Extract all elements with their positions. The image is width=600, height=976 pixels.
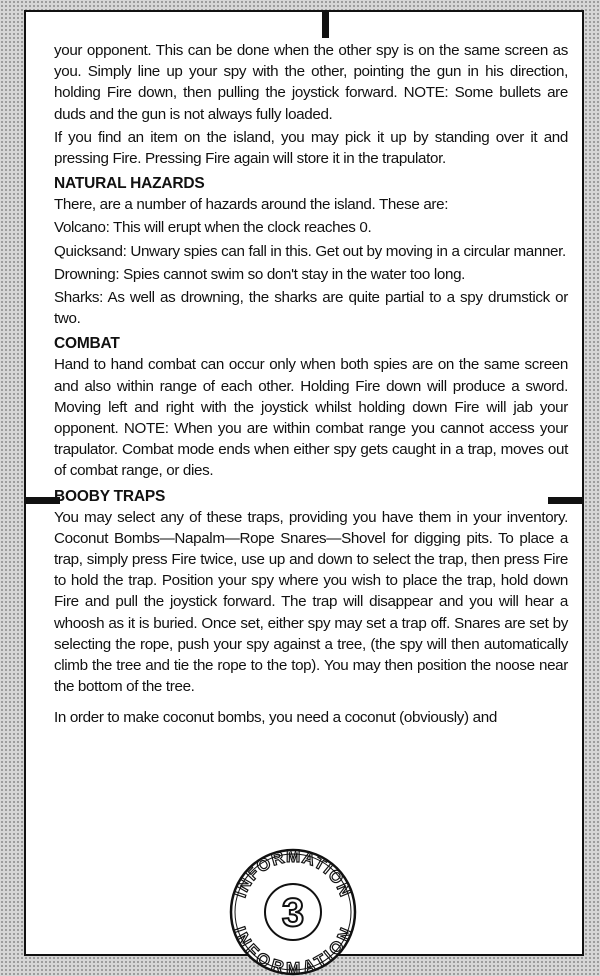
manual-page: [24, 10, 584, 956]
registration-mark-top: [322, 12, 329, 38]
coconut-bombs-text: In order to make coconut bombs, you need a coconut (obviously) and: [54, 709, 497, 727]
booby-traps-text: You may select any of these traps, providing you have them in your inventory. Coconut Bombs—Napalm—Rope Snares—Shovel for digging pits. To place a trap, simply press Fire twice, use up and down to select the trap, then press Fire to hold the trap. Position your spy where you wish to place the trap, hold down Fire and pull the joystick forward. The trap will disappear and you will hear a whoosh as it is buried. Once set, either spy may set a trap off. Snares are set by selecting the rope, push your spy against a tree, (the spy will then automatically climb the tree and tie the rope to the top). You may then position the noose near the bottom of the tree.: [54, 508, 568, 696]
hazard-drowning: Drowning: Spies cannot swim so don't stay in the water too long.: [54, 265, 466, 283]
page-content: [54, 40, 568, 731]
intro-paragraph-gun: your opponent. This can be done when the other spy is on the same screen as you. Simply line up your spy with the other, pointing the gun in his direction, holding Fire down, then pulling the joystick forward. NOTE: Some bullets are duds and the gun is not always fully loaded.: [54, 42, 568, 123]
intro-paragraph-items: If you find an item on the island, you may pick it up by standing over it and pressing Fire. Pressing Fire again will store it in the trapulator.: [54, 128, 568, 168]
hazard-quicksand: Quicksand: Unwary spies can fall in this. Get out by moving in a circular manner.: [54, 242, 566, 260]
information-badge: [229, 848, 357, 976]
heading-booby-traps: BOOBY TRAPS: [54, 487, 166, 505]
heading-combat: COMBAT: [54, 335, 120, 353]
combat-text: Hand to hand combat can occur only when both spies are on the same screen and also within range of each other. Holding Fire down will produce a sword. Moving left and right with the joystick whilst holding down Fire will jab your opponent. NOTE: When you are within combat range you cannot access your trapulator. Combat mode ends when either spy gets caught in a trap, moves out of combat range, or dies.: [54, 356, 568, 480]
page-number: 3: [281, 891, 305, 935]
badge-bottom-text: INFORMATION: [229, 924, 357, 976]
badge-top-text: INFORMATION: [230, 848, 356, 901]
hazard-sharks: Sharks: As well as drowning, the sharks are quite partial to a spy drumstick or two.: [54, 289, 568, 328]
hazard-volcano: Volcano: This will erupt when the clock reaches 0.: [54, 219, 372, 237]
hazards-intro: There, are a number of hazards around the island. These are:: [54, 196, 449, 214]
heading-natural-hazards: NATURAL HAZARDS: [54, 175, 205, 193]
